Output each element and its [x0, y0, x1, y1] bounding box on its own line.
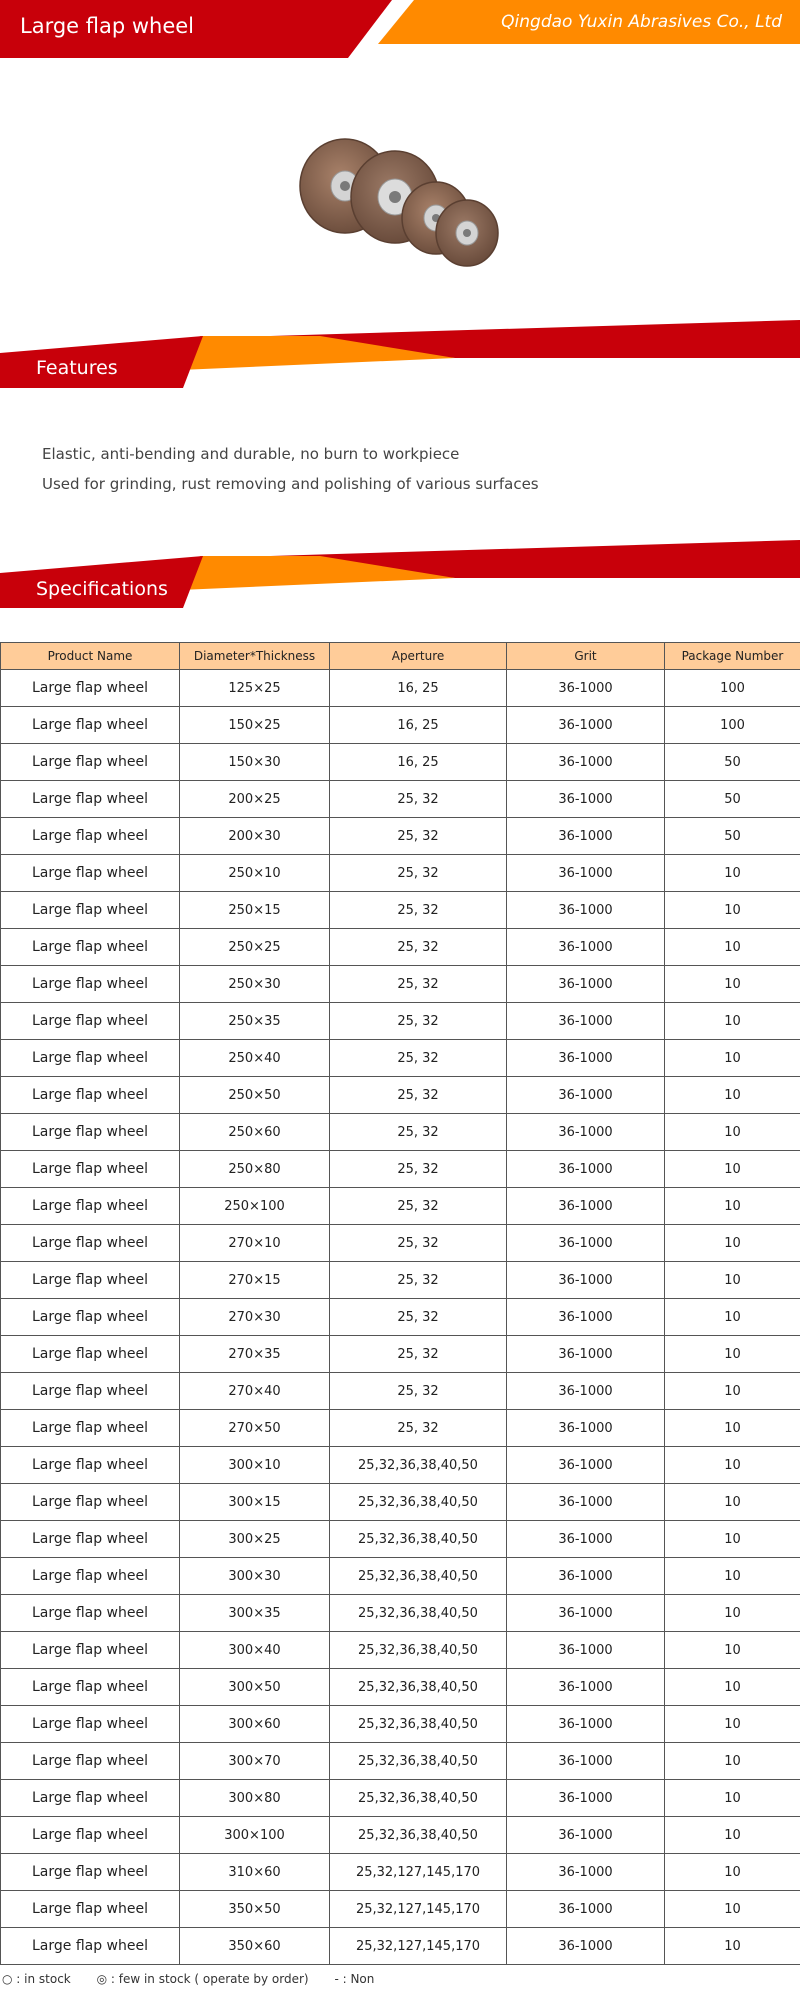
grit-cell: 36-1000: [507, 1410, 665, 1447]
grit-cell: 36-1000: [507, 1040, 665, 1077]
table-row: [1, 1262, 800, 1299]
product-name-cell: Large flap wheel: [1, 1447, 180, 1484]
package-number-cell: 10: [665, 929, 800, 966]
features-heading: Features: [36, 357, 118, 379]
page-title: Large flap wheel: [20, 14, 195, 38]
package-number-cell: 10: [665, 1336, 800, 1373]
aperture-cell: 25,32,36,38,40,50: [330, 1484, 507, 1521]
aperture-cell: 25,32,36,38,40,50: [330, 1558, 507, 1595]
product-name-cell: Large flap wheel: [1, 1743, 180, 1780]
product-name-cell: Large flap wheel: [1, 1188, 180, 1225]
package-number-cell: 10: [665, 1077, 800, 1114]
aperture-cell: 25,32,36,38,40,50: [330, 1780, 507, 1817]
table-row: [1, 744, 800, 781]
package-number-cell: 10: [665, 1817, 800, 1854]
product-name-cell: Large flap wheel: [1, 1151, 180, 1188]
grit-cell: 36-1000: [507, 1151, 665, 1188]
column-header-aperture: Aperture: [330, 643, 507, 670]
diameter-thickness-cell: 250×60: [180, 1114, 330, 1151]
diameter-thickness-cell: 270×40: [180, 1373, 330, 1410]
diameter-thickness-cell: 300×100: [180, 1817, 330, 1854]
grit-cell: 36-1000: [507, 1262, 665, 1299]
column-header-diameter-thickness: Diameter*Thickness: [180, 643, 330, 670]
table-row: [1, 1447, 800, 1484]
product-name-cell: Large flap wheel: [1, 1484, 180, 1521]
product-name-cell: Large flap wheel: [1, 1780, 180, 1817]
table-row: [1, 1484, 800, 1521]
package-number-cell: 10: [665, 1003, 800, 1040]
grit-cell: 36-1000: [507, 707, 665, 744]
product-name-cell: Large flap wheel: [1, 1817, 180, 1854]
package-number-cell: 10: [665, 1484, 800, 1521]
diameter-thickness-cell: 200×30: [180, 818, 330, 855]
diameter-thickness-cell: 300×60: [180, 1706, 330, 1743]
table-row: [1, 1114, 800, 1151]
package-number-cell: 10: [665, 1928, 800, 1965]
aperture-cell: 25,32,36,38,40,50: [330, 1669, 507, 1706]
aperture-cell: 25,32,127,145,170: [330, 1891, 507, 1928]
diameter-thickness-cell: 250×50: [180, 1077, 330, 1114]
product-name-cell: Large flap wheel: [1, 1299, 180, 1336]
table-row: [1, 1817, 800, 1854]
package-number-cell: 50: [665, 744, 800, 781]
package-number-cell: 10: [665, 1299, 800, 1336]
aperture-cell: 25,32,36,38,40,50: [330, 1743, 507, 1780]
aperture-cell: 25, 32: [330, 892, 507, 929]
table-row: [1, 1780, 800, 1817]
table-row: [1, 1891, 800, 1928]
package-number-cell: 100: [665, 670, 800, 707]
diameter-thickness-cell: 270×50: [180, 1410, 330, 1447]
grit-cell: 36-1000: [507, 1114, 665, 1151]
specifications-heading: Specifications: [36, 578, 168, 600]
grit-cell: 36-1000: [507, 1521, 665, 1558]
product-name-cell: Large flap wheel: [1, 1632, 180, 1669]
table-row: [1, 1410, 800, 1447]
table-row: [1, 1077, 800, 1114]
diameter-thickness-cell: 270×15: [180, 1262, 330, 1299]
grit-cell: 36-1000: [507, 1336, 665, 1373]
table-header-row: [1, 643, 800, 670]
table-row: [1, 966, 800, 1003]
aperture-cell: 25, 32: [330, 1299, 507, 1336]
diameter-thickness-cell: 300×25: [180, 1521, 330, 1558]
product-name-cell: Large flap wheel: [1, 1558, 180, 1595]
product-name-cell: Large flap wheel: [1, 744, 180, 781]
features-banner: [0, 318, 800, 388]
product-name-cell: Large flap wheel: [1, 1114, 180, 1151]
grit-cell: 36-1000: [507, 1558, 665, 1595]
diameter-thickness-cell: 300×40: [180, 1632, 330, 1669]
package-number-cell: 10: [665, 1188, 800, 1225]
aperture-cell: 25, 32: [330, 855, 507, 892]
product-name-cell: Large flap wheel: [1, 1410, 180, 1447]
product-name-cell: Large flap wheel: [1, 1225, 180, 1262]
diameter-thickness-cell: 250×25: [180, 929, 330, 966]
product-name-cell: Large flap wheel: [1, 1003, 180, 1040]
product-name-cell: Large flap wheel: [1, 1891, 180, 1928]
stock-legend: [2, 1972, 396, 1986]
product-name-cell: Large flap wheel: [1, 781, 180, 818]
package-number-cell: 10: [665, 1669, 800, 1706]
aperture-cell: 25,32,36,38,40,50: [330, 1595, 507, 1632]
table-row: [1, 1558, 800, 1595]
diameter-thickness-cell: 350×60: [180, 1928, 330, 1965]
diameter-thickness-cell: 300×10: [180, 1447, 330, 1484]
aperture-cell: 25,32,36,38,40,50: [330, 1521, 507, 1558]
product-name-cell: Large flap wheel: [1, 1854, 180, 1891]
product-name-cell: Large flap wheel: [1, 855, 180, 892]
table-body: [1, 670, 800, 1965]
table-row: [1, 1225, 800, 1262]
aperture-cell: 25, 32: [330, 929, 507, 966]
aperture-cell: 25, 32: [330, 1188, 507, 1225]
grit-cell: 36-1000: [507, 1077, 665, 1114]
aperture-cell: 25, 32: [330, 1373, 507, 1410]
package-number-cell: 10: [665, 1595, 800, 1632]
diameter-thickness-cell: 250×10: [180, 855, 330, 892]
aperture-cell: 25, 32: [330, 1225, 507, 1262]
table-row: [1, 855, 800, 892]
aperture-cell: 25,32,36,38,40,50: [330, 1447, 507, 1484]
package-number-cell: 10: [665, 1373, 800, 1410]
package-number-cell: 10: [665, 1521, 800, 1558]
product-name-cell: Large flap wheel: [1, 1077, 180, 1114]
package-number-cell: 10: [665, 1151, 800, 1188]
package-number-cell: 10: [665, 1114, 800, 1151]
aperture-cell: 25, 32: [330, 966, 507, 1003]
diameter-thickness-cell: 350×50: [180, 1891, 330, 1928]
table-row: [1, 1928, 800, 1965]
product-name-cell: Large flap wheel: [1, 892, 180, 929]
diameter-thickness-cell: 310×60: [180, 1854, 330, 1891]
diameter-thickness-cell: 150×25: [180, 707, 330, 744]
diameter-thickness-cell: 250×100: [180, 1188, 330, 1225]
grit-cell: 36-1000: [507, 855, 665, 892]
column-header-product-name: Product Name: [1, 643, 180, 670]
product-name-cell: Large flap wheel: [1, 1262, 180, 1299]
product-name-cell: Large flap wheel: [1, 707, 180, 744]
grit-cell: 36-1000: [507, 1928, 665, 1965]
diameter-thickness-cell: 200×25: [180, 781, 330, 818]
grit-cell: 36-1000: [507, 1447, 665, 1484]
grit-cell: 36-1000: [507, 1669, 665, 1706]
diameter-thickness-cell: 300×35: [180, 1595, 330, 1632]
grit-cell: 36-1000: [507, 1299, 665, 1336]
package-number-cell: 10: [665, 1743, 800, 1780]
package-number-cell: 10: [665, 1225, 800, 1262]
package-number-cell: 10: [665, 1558, 800, 1595]
table-row: [1, 1632, 800, 1669]
product-name-cell: Large flap wheel: [1, 1040, 180, 1077]
package-number-cell: 10: [665, 892, 800, 929]
table-row: [1, 670, 800, 707]
aperture-cell: 25, 32: [330, 1151, 507, 1188]
grit-cell: 36-1000: [507, 1595, 665, 1632]
grit-cell: 36-1000: [507, 744, 665, 781]
grit-cell: 36-1000: [507, 1003, 665, 1040]
table-row: [1, 1854, 800, 1891]
table-row: [1, 1040, 800, 1077]
product-name-cell: Large flap wheel: [1, 1669, 180, 1706]
product-name-cell: Large flap wheel: [1, 966, 180, 1003]
table-row: [1, 1373, 800, 1410]
diameter-thickness-cell: 250×40: [180, 1040, 330, 1077]
grit-cell: 36-1000: [507, 818, 665, 855]
diameter-thickness-cell: 300×30: [180, 1558, 330, 1595]
aperture-cell: 25, 32: [330, 1262, 507, 1299]
feature-line: Used for grinding, rust removing and polishing of various surfaces: [42, 475, 539, 493]
aperture-cell: 25,32,36,38,40,50: [330, 1817, 507, 1854]
aperture-cell: 16, 25: [330, 707, 507, 744]
company-name: Qingdao Yuxin Abrasives Co., Ltd: [501, 12, 782, 32]
grit-cell: 36-1000: [507, 966, 665, 1003]
package-number-cell: 50: [665, 818, 800, 855]
grit-cell: 36-1000: [507, 1706, 665, 1743]
grit-cell: 36-1000: [507, 1373, 665, 1410]
product-name-cell: Large flap wheel: [1, 929, 180, 966]
table-row: [1, 707, 800, 744]
table-row: [1, 892, 800, 929]
product-name-cell: Large flap wheel: [1, 1706, 180, 1743]
grit-cell: 36-1000: [507, 1817, 665, 1854]
diameter-thickness-cell: 250×15: [180, 892, 330, 929]
grit-cell: 36-1000: [507, 929, 665, 966]
aperture-cell: 25, 32: [330, 1003, 507, 1040]
aperture-cell: 25, 32: [330, 1114, 507, 1151]
diameter-thickness-cell: 300×70: [180, 1743, 330, 1780]
package-number-cell: 10: [665, 1891, 800, 1928]
table-row: [1, 1188, 800, 1225]
legend-few-in-stock: ◎ : few in stock ( operate by order): [96, 1972, 309, 1986]
package-number-cell: 10: [665, 1040, 800, 1077]
grit-cell: 36-1000: [507, 1854, 665, 1891]
product-name-cell: Large flap wheel: [1, 1336, 180, 1373]
aperture-cell: 25, 32: [330, 1410, 507, 1447]
table-row: [1, 1669, 800, 1706]
grit-cell: 36-1000: [507, 1484, 665, 1521]
package-number-cell: 10: [665, 855, 800, 892]
package-number-cell: 10: [665, 1632, 800, 1669]
package-number-cell: 10: [665, 1262, 800, 1299]
table-row: [1, 1595, 800, 1632]
package-number-cell: 100: [665, 707, 800, 744]
column-header-grit: Grit: [507, 643, 665, 670]
product-name-cell: Large flap wheel: [1, 818, 180, 855]
grit-cell: 36-1000: [507, 1188, 665, 1225]
grit-cell: 36-1000: [507, 1780, 665, 1817]
diameter-thickness-cell: 300×50: [180, 1669, 330, 1706]
diameter-thickness-cell: 300×80: [180, 1780, 330, 1817]
table-row: [1, 1521, 800, 1558]
diameter-thickness-cell: 125×25: [180, 670, 330, 707]
feature-line: Elastic, anti-bending and durable, no burn to workpiece: [42, 445, 460, 463]
diameter-thickness-cell: 270×30: [180, 1299, 330, 1336]
legend-none: - : Non: [334, 1972, 375, 1986]
package-number-cell: 10: [665, 1410, 800, 1447]
product-name-cell: Large flap wheel: [1, 670, 180, 707]
aperture-cell: 25,32,127,145,170: [330, 1854, 507, 1891]
product-name-cell: Large flap wheel: [1, 1928, 180, 1965]
diameter-thickness-cell: 250×30: [180, 966, 330, 1003]
package-number-cell: 10: [665, 1706, 800, 1743]
package-number-cell: 10: [665, 1447, 800, 1484]
table-row: [1, 1151, 800, 1188]
product-name-cell: Large flap wheel: [1, 1521, 180, 1558]
aperture-cell: 25,32,36,38,40,50: [330, 1706, 507, 1743]
product-name-cell: Large flap wheel: [1, 1373, 180, 1410]
grit-cell: 36-1000: [507, 781, 665, 818]
package-number-cell: 10: [665, 1854, 800, 1891]
package-number-cell: 50: [665, 781, 800, 818]
specifications-table: [0, 642, 800, 1965]
diameter-thickness-cell: 150×30: [180, 744, 330, 781]
diameter-thickness-cell: 300×15: [180, 1484, 330, 1521]
package-number-cell: 10: [665, 1780, 800, 1817]
grit-cell: 36-1000: [507, 670, 665, 707]
diameter-thickness-cell: 270×10: [180, 1225, 330, 1262]
aperture-cell: 16, 25: [330, 670, 507, 707]
aperture-cell: 16, 25: [330, 744, 507, 781]
grit-cell: 36-1000: [507, 1891, 665, 1928]
grit-cell: 36-1000: [507, 1743, 665, 1780]
grit-cell: 36-1000: [507, 1225, 665, 1262]
aperture-cell: 25,32,127,145,170: [330, 1928, 507, 1965]
aperture-cell: 25, 32: [330, 1040, 507, 1077]
package-number-cell: 10: [665, 966, 800, 1003]
aperture-cell: 25, 32: [330, 1077, 507, 1114]
table-row: [1, 1003, 800, 1040]
aperture-cell: 25,32,36,38,40,50: [330, 1632, 507, 1669]
aperture-cell: 25, 32: [330, 1336, 507, 1373]
diameter-thickness-cell: 270×35: [180, 1336, 330, 1373]
diameter-thickness-cell: 250×35: [180, 1003, 330, 1040]
table-row: [1, 1299, 800, 1336]
product-name-cell: Large flap wheel: [1, 1595, 180, 1632]
table-row: [1, 1336, 800, 1373]
table-row: [1, 781, 800, 818]
column-header-package-number: Package Number: [665, 643, 800, 670]
aperture-cell: 25, 32: [330, 818, 507, 855]
grit-cell: 36-1000: [507, 1632, 665, 1669]
table-row: [1, 1743, 800, 1780]
table-row: [1, 929, 800, 966]
aperture-cell: 25, 32: [330, 781, 507, 818]
table-row: [1, 1706, 800, 1743]
legend-in-stock: ○ : in stock: [2, 1972, 71, 1986]
flap-wheel-photo: [295, 130, 505, 275]
diameter-thickness-cell: 250×80: [180, 1151, 330, 1188]
grit-cell: 36-1000: [507, 892, 665, 929]
table-row: [1, 818, 800, 855]
